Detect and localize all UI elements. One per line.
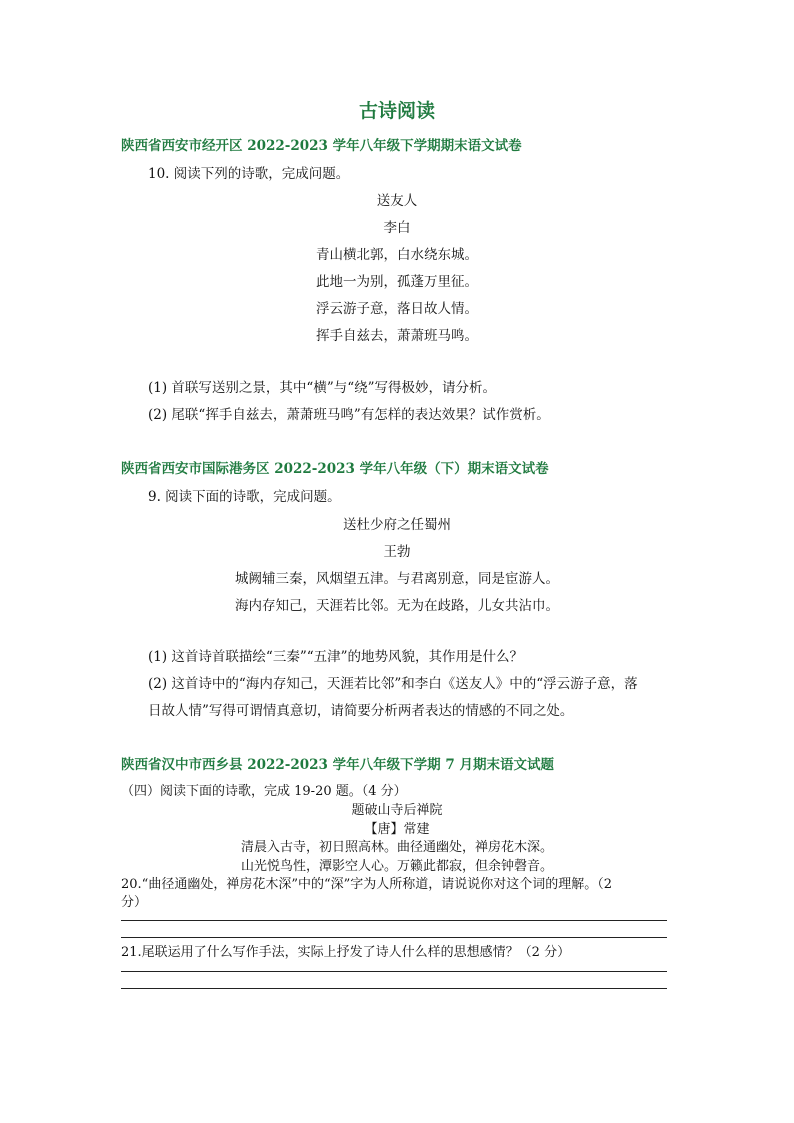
answer-line[interactable] [121, 937, 667, 938]
poem-line: 海内存知己，天涯若比邻。无为在歧路，儿女共沾巾。 [235, 598, 559, 614]
poem-title: 送杜少府之任蜀州 [343, 517, 451, 533]
poem-title: 题破山寺后禅院 [351, 803, 443, 818]
poem-author: 王勃 [383, 544, 411, 560]
answer-line[interactable] [121, 971, 667, 972]
answer-line[interactable] [121, 920, 667, 921]
poem-line: 清晨入古寺，初日照高林。曲径通幽处，禅房花木深。 [240, 840, 553, 855]
poem-line: 挥手自兹去，萧萧班马鸣。 [316, 328, 478, 344]
poem-line: 青山横北郭，白水绕东城。 [316, 247, 478, 263]
section-source: 陕西省西安市经开区 2022-2023 学年八年级下学期期末语文试卷 [121, 138, 522, 154]
poem-author: 【唐】常建 [364, 822, 430, 837]
sub-question: 20.“曲径通幽处，禅房花木深”中的“深”字为人所称道，请说说你对这个词的理解。（2 [121, 877, 613, 892]
poem-line: 浮云游子意，落日故人情。 [316, 301, 478, 317]
section-source: 陕西省西安市国际港务区 2022-2023 学年八年级（下）期末语文试卷 [121, 461, 549, 477]
sub-question: (2) 这首诗中的“海内存知己，天涯若比邻”和李白《送友人》中的“浮云游子意，落 [148, 676, 638, 692]
answer-line[interactable] [121, 988, 667, 989]
sub-question: (1) 这首诗首联描绘“三秦”“五津”的地势风貌，其作用是什么？ [148, 649, 524, 665]
page-title: 古诗阅读 [358, 100, 435, 122]
sub-question-continued: 日故人情”写得可谓情真意切，请简要分析两者表达的情感的不同之处。 [148, 703, 574, 719]
section-source: 陕西省汉中市西乡县 2022-2023 学年八年级下学期 7 月期末语文试题 [121, 757, 554, 773]
sub-question-continued: 分） [121, 895, 148, 910]
poem-line: 城阙辅三秦，风烟望五津。与君离别意，同是宦游人。 [235, 571, 559, 587]
question-intro: 10. 阅读下列的诗歌，完成问题。 [148, 166, 350, 182]
poem-line: 此地一为别，孤蓬万里征。 [316, 274, 478, 290]
poem-line: 山光悦鸟性，潭影空人心。万籁此都寂，但余钟磬音。 [240, 859, 553, 874]
question-intro: （四）阅读下面的诗歌，完成 19-20 题。（4 分） [121, 784, 407, 799]
sub-question: (2) 尾联“挥手自兹去，萧萧班马鸣”有怎样的表达效果？试作赏析。 [148, 407, 550, 423]
question-intro: 9. 阅读下面的诗歌，完成问题。 [148, 489, 341, 505]
sub-question: 21.尾联运用了什么写作手法，实际上抒发了诗人什么样的思想感情？（2 分） [121, 945, 571, 960]
poem-author: 李白 [383, 220, 411, 236]
poem-title: 送友人 [376, 193, 418, 209]
sub-question: (1) 首联写送别之景，其中“横”与“绕”写得极妙，请分析。 [148, 380, 497, 396]
